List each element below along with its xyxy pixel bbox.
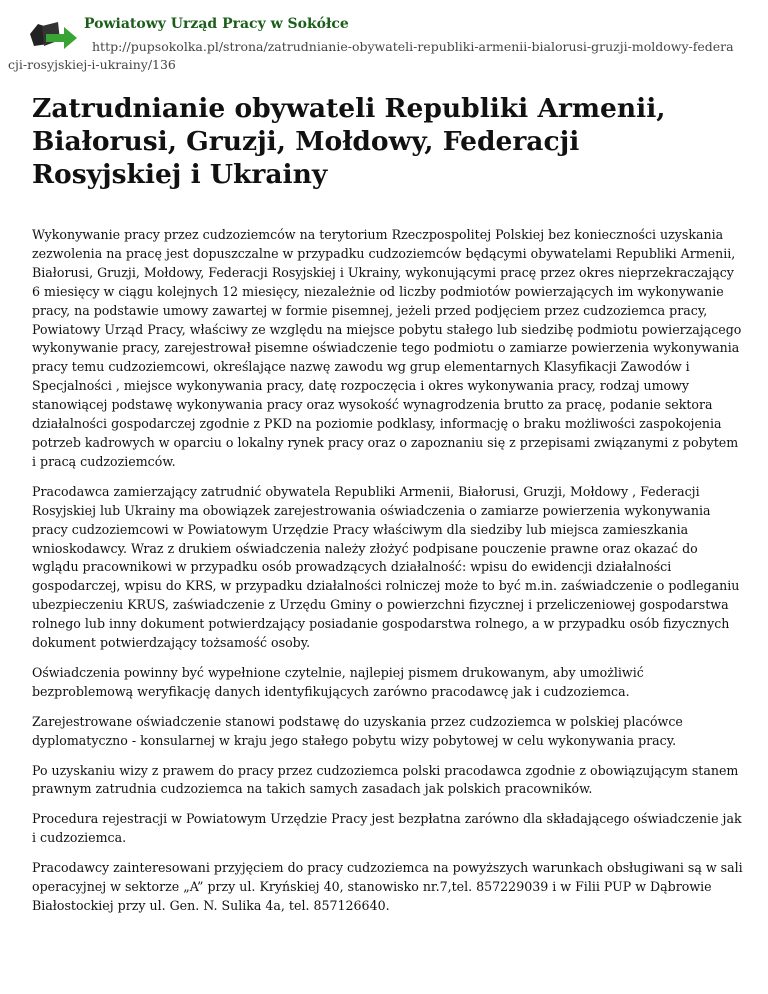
paragraph: Oświadczenia powinny być wypełnione czytelnie, najlepiej pismem drukowanym, aby umożliwić bezproblemową weryfikację danych identyfikujących zarówno pracodawcę jak i cudzoziemca. [32, 664, 644, 699]
article-body [32, 226, 744, 927]
paragraph: Po uzyskaniu wizy z prawem do pracy przez cudzoziemca polski pracodawca zgodnie z obowiązującym stanem prawnym zatrudnia cudzoziemca na takich samych zasadach jak polskich pracowników. [32, 762, 739, 797]
paragraph: Wykonywanie pracy przez cudzoziemców na terytorium Rzeczpospolitej Polskiej bez konieczności uzyskania zezwolenia na pracę jest dopuszczalne w przypadku cudzoziemców będącymi obywatelami Republiki Armenii, Białorusi, Gruzji, Mołdowy, Federacji Rosyjskiej i Ukrainy, wykonującymi pracę przez okres nieprzekraczający 6 miesięcy w ciągu kolejnych 12 miesięcy, niezależnie od liczby podmiotów powierzających im wykonywanie pracy, na podstawie umowy zawartej w formie pisemnej, jeżeli przed podjęciem przez cudzoziemca pracy, Powiatowy Urząd Pracy, właściwy ze względu na miejsce pobytu stałego lub siedzibę podmiotu powierzającego wykonywanie pracy, zarejestrował pisemne oświadczenie tego podmiotu o zamiarze powierzenia wykonywania pracy temu cudzoziemcowi, określające nazwę zawodu wg grup elementarnych Klasyfikacji Zawodów i Specjalności , miejsce wykonywania pracy, datę rozpoczęcia i okres wykonywania pracy, rodzaj umowy stanowiącej podstawę wykonywania pracy oraz wysokość wynagrodzenia brutto za pracę, podanie sektora działalności gospodarczej zgodnie z PKD na poziomie podklasy, informację o braku możliwości zaspokojenia potrzeb kadrowych w oparciu o lokalny rynek pracy oraz o zapoznaniu się z przepisami związanymi z pobytem i pracą cudzoziemców. [32, 227, 742, 469]
paragraph: Pracodawcy zainteresowani przyjęciem do pracy cudzoziemca na powyższych warunkach obsługiwani są w sali operacyjnej w sektorze „A” przy ul. Kryńskiej 40, stanowisko nr.7,tel. 857229039 i w Filii PUP w Dąbrowie Białostockiej przy ul. Gen. N. Sulika 4a, tel. 857126640. [32, 860, 743, 913]
site-title[interactable]: Powiatowy Urząd Pracy w Sokółce [84, 16, 349, 32]
paragraph: Zarejestrowane oświadczenie stanowi podstawę do uzyskania przez cudzoziemca w polskiej placówce dyplomatyczno - konsularnej w kraju jego stałego pobytu wizy pobytowej w celu wykonywania pracy. [32, 713, 683, 748]
paragraph: Pracodawca zamierzający zatrudnić obywatela Republiki Armenii, Białorusi, Gruzji, Mołdowy , Federacji Rosyjskiej lub Ukrainy ma obowiązek zarejestrowania oświadczenia o zamiarze powierzenia wykonywania pracy cudzoziemcowi w Powiatowym Urzędzie Pracy właściwym dla siedziby lub miejsca zamieszkania wnioskodawcy. Wraz z drukiem oświadczenia należy złożyć podpisane pouczenie prawne oraz okazać do wglądu pracownikowi w przypadku osób prowadzących działalność: wpisu do ewidencji działalności gospodarczej, wpisu do KRS, w przypadku działalności rolniczej może to być m.in. zaświadczenie o podleganiu ubezpieczeniu KRUS, zaświadczenie z Urzędu Gminy o powierzchni fizycznej i przeliczeniowej gospodarstwa rolnego lub inny dokument potwierdzający posiadanie gospodarstwa rolnego, a w przypadku osób fizycznych dokument potwierdzający tożsamość osoby. [32, 483, 740, 651]
page-url[interactable]: http://pupsokolka.pl/strona/zatrudnianie-obywateli-republiki-armenii-bialorusi-gruzji-moldowy-federacji-rosyjskiej-i-ukrainy/136 [8, 39, 734, 72]
page-title: Zatrudnianie obywateli Republiki Armenii, Białorusi, Gruzji, Mołdowy, Federacji Rosyjskiej i Ukrainy [32, 93, 666, 190]
paragraph: Procedura rejestracji w Powiatowym Urzędzie Pracy jest bezpłatna zarówno dla składającego oświadczenie jak i cudzoziemca. [32, 811, 742, 846]
